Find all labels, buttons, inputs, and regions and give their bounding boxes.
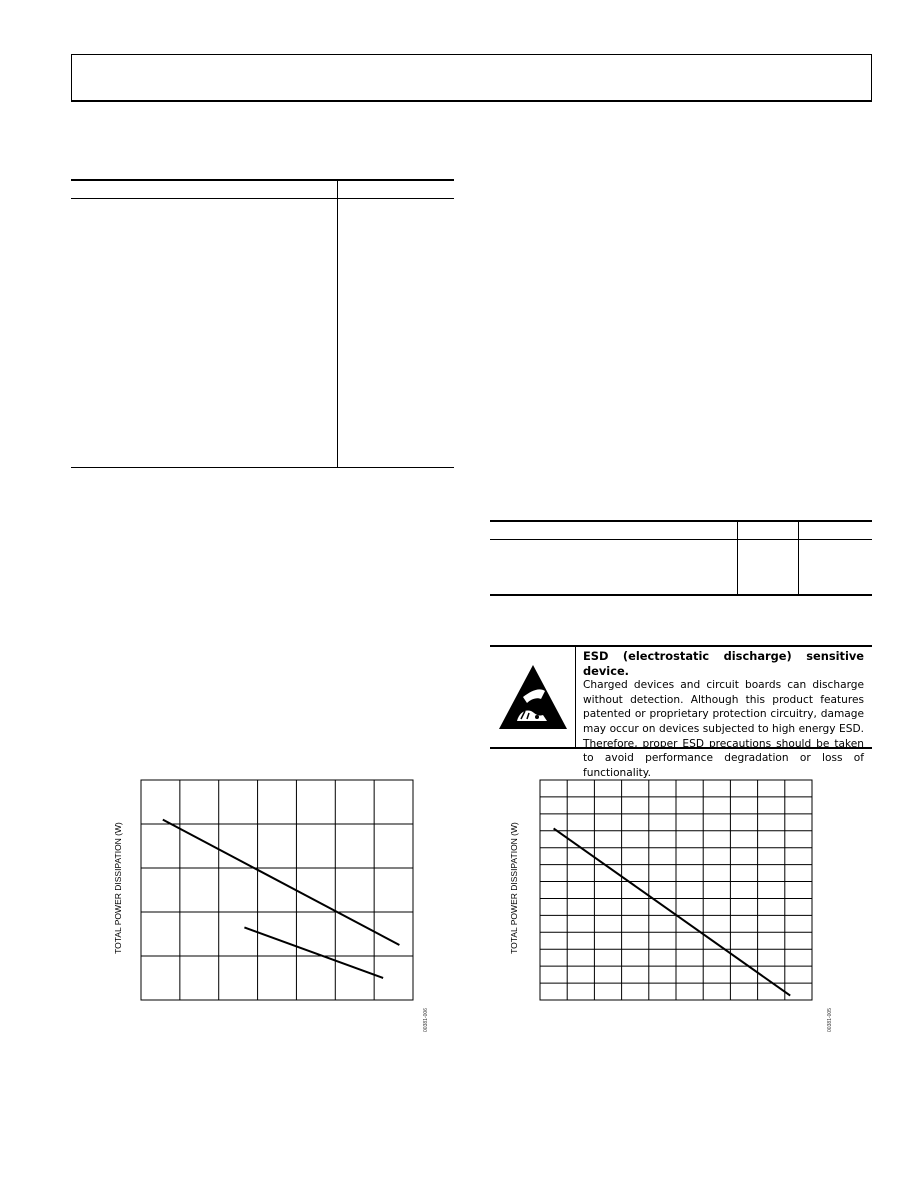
chart-left-plot: [140, 779, 414, 1001]
thermal-table-top-rule: [490, 520, 872, 522]
chart-right-ylabel: TOTAL POWER DISSIPATION (W): [509, 822, 519, 954]
chart-right-figure-code: 00381-005: [827, 1008, 833, 1032]
chart-left-ylabel: TOTAL POWER DISSIPATION (W): [113, 822, 123, 954]
page-header-box: [71, 54, 872, 102]
esd-top-rule: [490, 645, 872, 647]
esd-divider: [575, 645, 576, 748]
thermal-table-divider-1: [737, 520, 738, 595]
esd-text: [583, 649, 864, 780]
thermal-table-header-rule: [490, 539, 872, 540]
table-bottom-rule: [71, 467, 454, 468]
thermal-table-divider-2: [798, 520, 799, 595]
table-column-divider: [337, 179, 338, 468]
chart-left-series-2: [244, 927, 383, 978]
esd-title: ESD (electrostatic discharge) sensitive device.: [583, 649, 864, 678]
chart-right-series-1: [554, 828, 791, 995]
thermal-table-bottom-rule: [490, 594, 872, 596]
chart-left-frame: [141, 780, 413, 1000]
table-header-rule: [71, 198, 454, 199]
esd-warning-icon: [497, 661, 569, 733]
chart-left-series-1: [163, 820, 400, 945]
chart-right-plot: [539, 779, 813, 1001]
chart-left-figure-code: 00381-006: [423, 1008, 429, 1032]
esd-body: Charged devices and circuit boards can discharge without detection. Although this product features patented or proprietary protection circuitry, damage may occur on devices subjected to high energy ESD. Therefore, proper ESD precautions should be taken to avoid performance degradation or loss of functionality.: [583, 679, 864, 779]
table-top-rule: [71, 179, 454, 181]
